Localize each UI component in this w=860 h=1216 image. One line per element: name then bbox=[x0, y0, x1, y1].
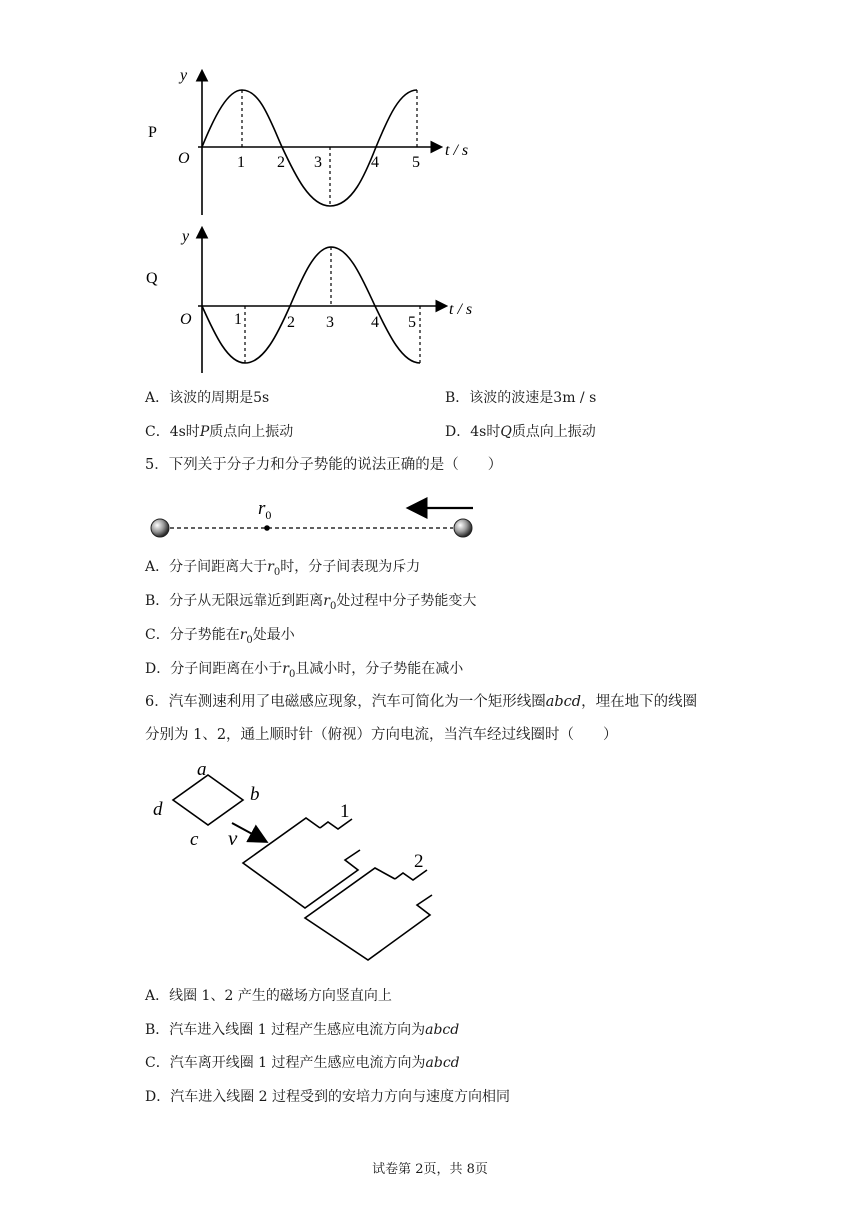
option-var: abcd bbox=[425, 1055, 460, 1071]
q4-option-a: A．该波的周期是5s bbox=[145, 390, 270, 406]
tick-label: 2 bbox=[287, 314, 295, 331]
option-text: C．汽车离开线圈 1 过程产生感应电流方向为 bbox=[145, 1055, 426, 1071]
wave-curve bbox=[202, 90, 417, 206]
q4-option-d bbox=[445, 423, 596, 441]
option-var: Q bbox=[500, 424, 512, 440]
option-var: P bbox=[199, 424, 210, 440]
graph-q bbox=[140, 225, 490, 380]
option-var: r bbox=[239, 627, 247, 643]
option-text: 处过程中分子势能变大 bbox=[336, 593, 477, 609]
tick-label: 3 bbox=[314, 154, 322, 171]
q6-stem-line2: 分别为 1、2，通上顺时针（俯视）方向电流，当汽车经过线圈时（ ） bbox=[145, 727, 618, 743]
t-axis-label: t / s bbox=[449, 301, 473, 318]
molecule-left bbox=[151, 519, 169, 537]
coil-1-label: 1 bbox=[340, 801, 350, 822]
graph-label: P bbox=[148, 124, 157, 141]
r0-label: $r_0$ bbox=[258, 498, 272, 522]
corner-b: b bbox=[250, 784, 260, 805]
q4-option-b: B．该波的波速是3m / s bbox=[445, 390, 597, 406]
wave-curve bbox=[202, 247, 420, 363]
car-coil bbox=[173, 775, 243, 825]
tick-label: 1 bbox=[234, 311, 242, 328]
tick-label: 4 bbox=[371, 154, 379, 171]
option-sub: 0 bbox=[246, 634, 253, 646]
q5-option-b bbox=[145, 592, 476, 616]
tick-label: 2 bbox=[277, 154, 285, 171]
q6-option-c bbox=[145, 1054, 460, 1072]
option-sub: 0 bbox=[288, 668, 296, 680]
q6-option-d: D．汽车进入线圈 2 过程受到的安培力方向与速度方向相同 bbox=[145, 1089, 511, 1105]
y-axis-label: y bbox=[182, 228, 190, 245]
r0-point bbox=[264, 525, 270, 531]
option-text: D．分子间距离在小于 bbox=[145, 661, 283, 677]
corner-a: a bbox=[197, 759, 207, 780]
tick-label: 3 bbox=[326, 314, 334, 331]
q6-stem-line1 bbox=[145, 693, 697, 711]
molecule-right bbox=[454, 519, 472, 537]
q5-option-a bbox=[145, 558, 420, 582]
q4-option-c bbox=[145, 423, 293, 441]
option-var: abcd bbox=[425, 1022, 460, 1038]
origin-label: O bbox=[180, 311, 192, 328]
q5-option-d bbox=[145, 660, 463, 684]
q5-option-c bbox=[145, 626, 295, 650]
q5-stem: 5．下列关于分子力和分子势能的说法正确的是（ ） bbox=[145, 457, 503, 473]
page-footer: 试卷第 2页，共 8页 bbox=[372, 1162, 488, 1177]
t-axis-label: t / s bbox=[445, 142, 469, 159]
q6-coil-diagram bbox=[140, 755, 450, 970]
y-axis-label: y bbox=[180, 67, 188, 84]
q5-molecule-diagram bbox=[140, 490, 490, 545]
graph-p bbox=[140, 60, 490, 230]
q6-option-a: A．线圈 1、2 产生的磁场方向竖直向上 bbox=[145, 988, 392, 1004]
option-sub: 0 bbox=[273, 566, 281, 578]
option-var: r bbox=[267, 559, 274, 575]
ground-coil-1 bbox=[243, 818, 360, 908]
corner-d: d bbox=[153, 799, 163, 820]
option-text: B．分子从无限远靠近到距离 bbox=[145, 593, 324, 609]
graph-label: Q bbox=[146, 270, 158, 287]
option-text: C．4s时 bbox=[145, 424, 200, 440]
option-text: 质点向上振动 bbox=[511, 424, 596, 440]
option-text: C．分子势能在 bbox=[145, 627, 240, 643]
stem-var: abcd bbox=[545, 694, 582, 710]
option-text: 时，分子间表现为斥力 bbox=[280, 559, 421, 575]
option-text: D．4s时 bbox=[445, 424, 501, 440]
tick-label: 1 bbox=[237, 154, 245, 171]
option-text: B．汽车进入线圈 1 过程产生感应电流方向为 bbox=[145, 1022, 426, 1038]
corner-c: c bbox=[190, 829, 199, 850]
tick-label: 5 bbox=[412, 154, 420, 171]
coil-2-label: 2 bbox=[414, 851, 424, 872]
option-text: 质点向上振动 bbox=[209, 424, 294, 440]
q6-option-b bbox=[145, 1021, 459, 1039]
tick-label: 4 bbox=[371, 314, 379, 331]
origin-label: O bbox=[178, 150, 190, 167]
option-sub: 0 bbox=[330, 600, 337, 612]
option-text: 处最小 bbox=[252, 627, 295, 643]
velocity-label: v bbox=[228, 826, 238, 850]
tick-label: 5 bbox=[408, 314, 416, 331]
option-var: r bbox=[282, 661, 289, 677]
stem-text: 6．汽车测速利用了电磁感应现象，汽车可简化为一个矩形线圈 bbox=[145, 694, 546, 710]
stem-text: ，埋在地下的线圈 bbox=[581, 694, 698, 710]
ground-coil-2 bbox=[305, 868, 432, 960]
option-var: r bbox=[323, 593, 330, 609]
option-text: A．分子间距离大于 bbox=[145, 559, 268, 575]
option-text: 且减小时，分子势能在减小 bbox=[295, 661, 464, 677]
